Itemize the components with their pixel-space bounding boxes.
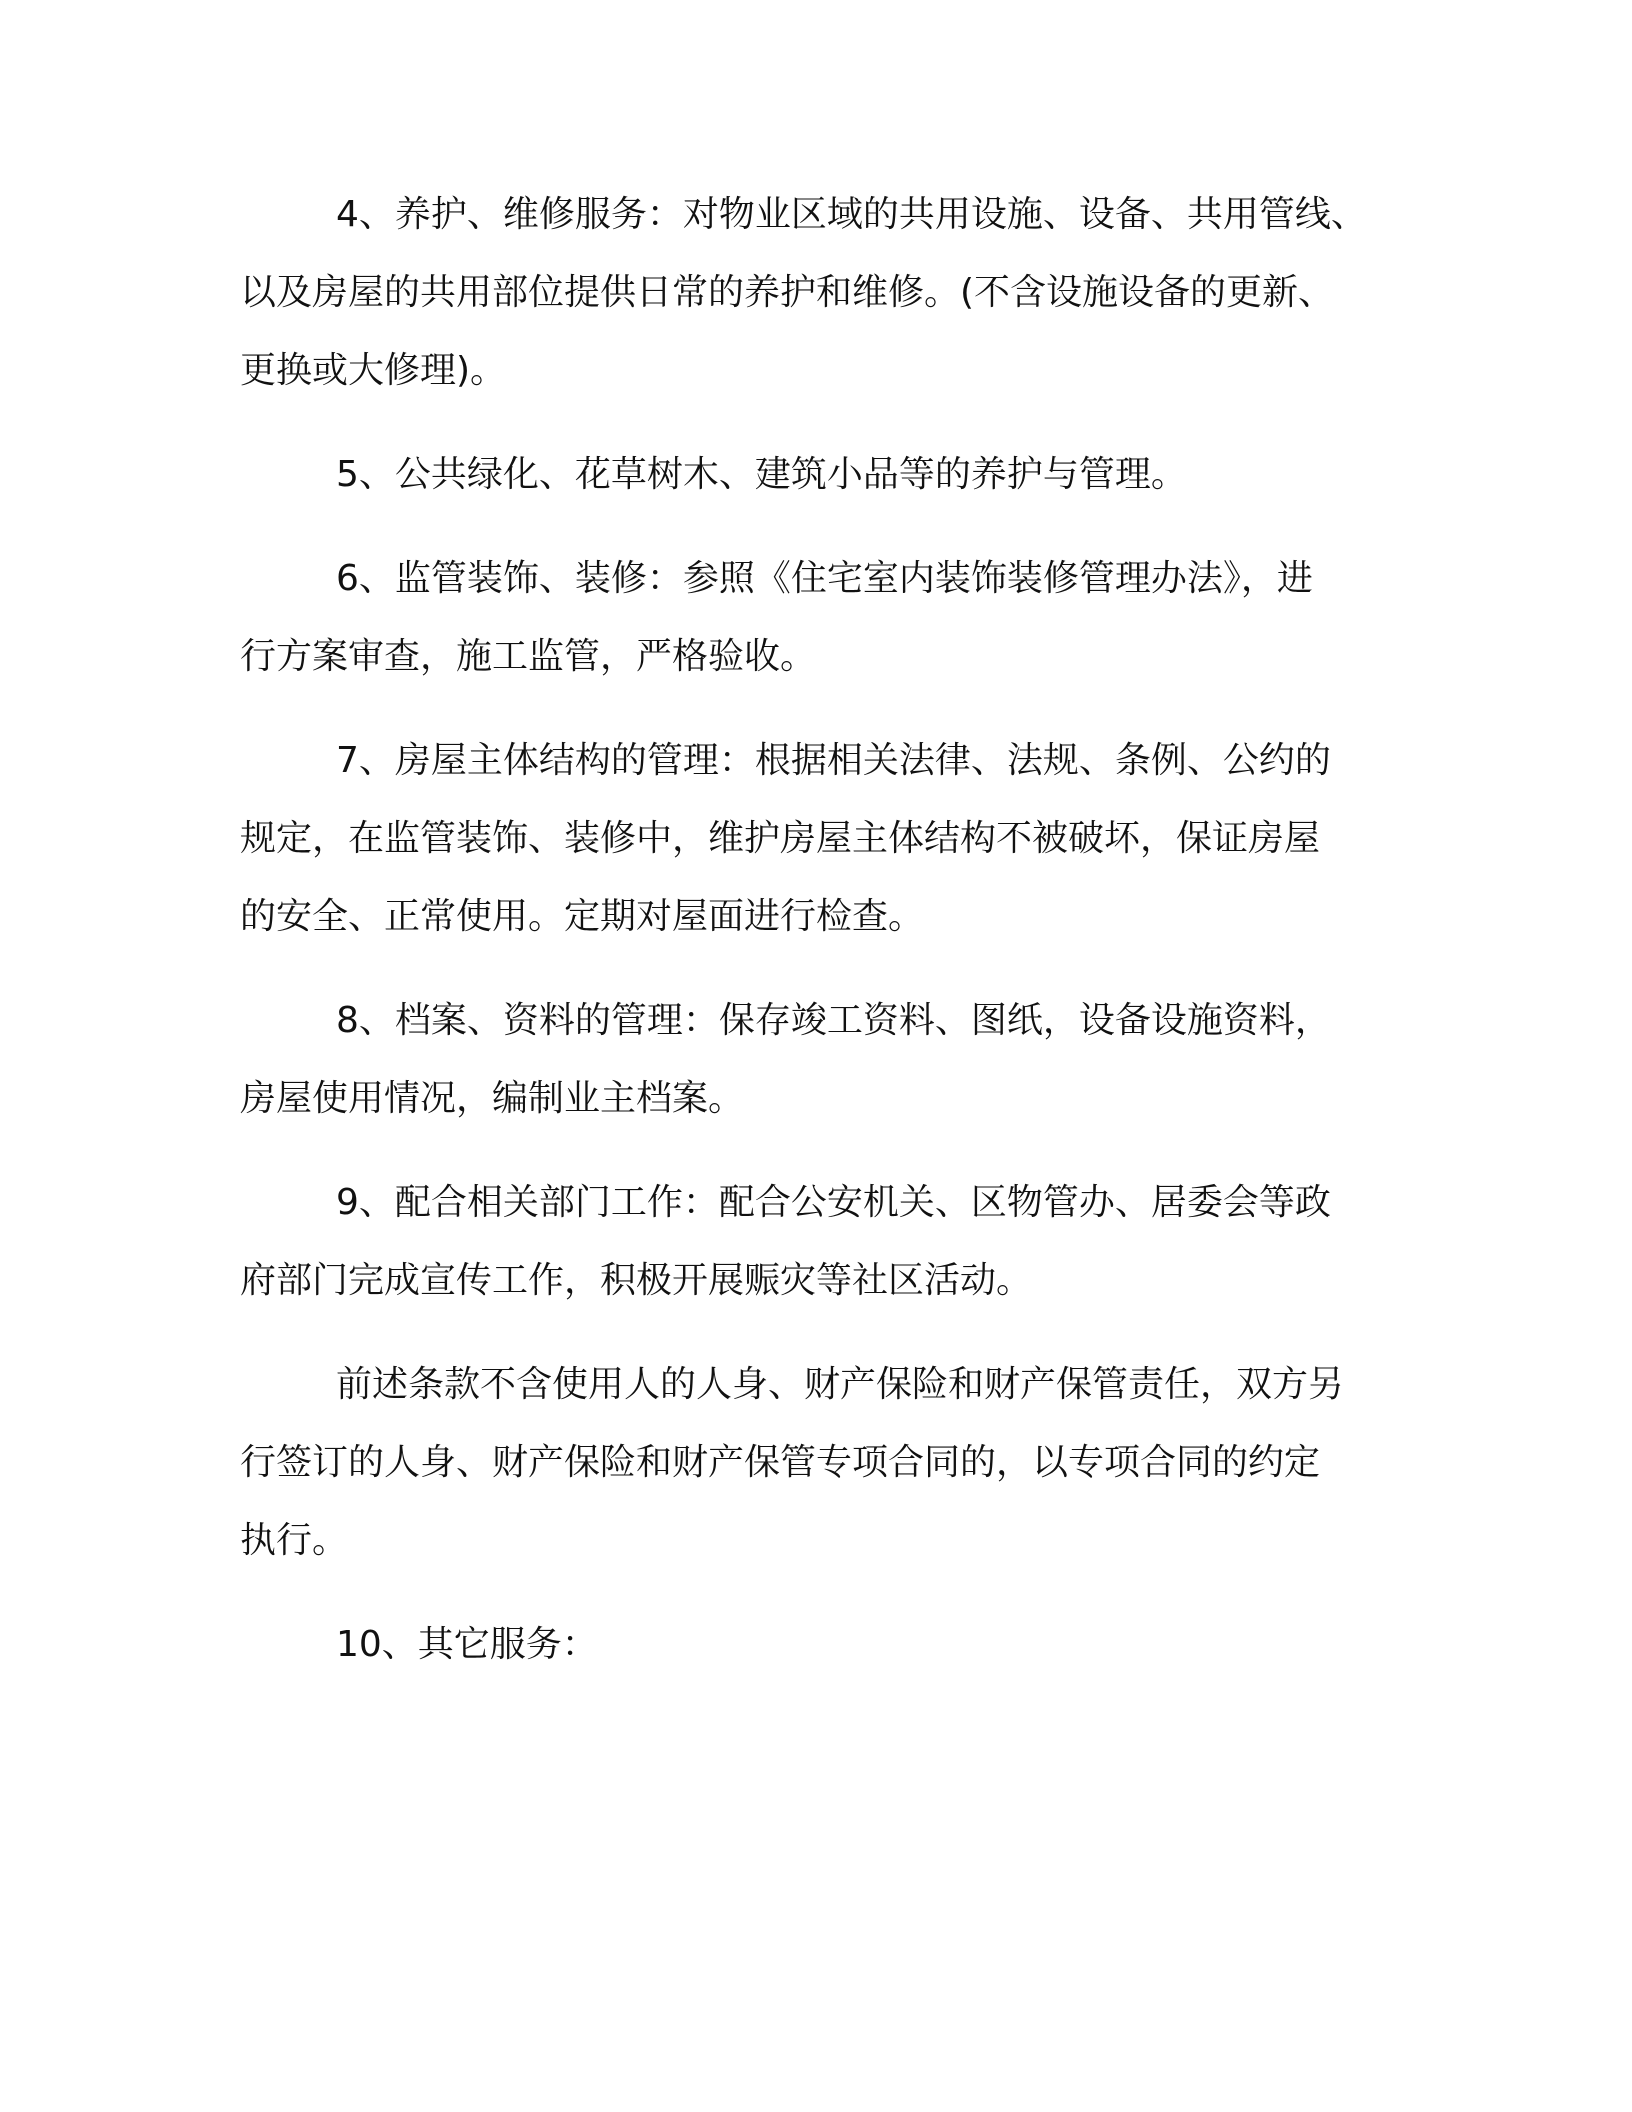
paragraph-line: 行方案审查，施工监管，严格验收。 [240,636,817,677]
paragraph-item-6 [240,540,1380,696]
paragraph-item-4 [240,176,1380,410]
paragraph-item-10 [240,1606,1380,1684]
paragraph-exclusion-note [240,1346,1380,1580]
document-body [240,176,1380,1710]
paragraph-line: 4、养护、维修服务：对物业区域的共用设施、设备、共用管线、 [336,194,1367,235]
paragraph-line: 行签订的人身、财产保险和财产保管专项合同的，以专项合同的约定 [240,1442,1321,1483]
paragraph-line: 更换或大修理)。 [240,350,507,391]
paragraph-line: 前述条款不含使用人的人身、财产保险和财产保管责任，双方另 [336,1364,1345,1405]
paragraph-line: 府部门完成宣传工作，积极开展赈灾等社区活动。 [240,1260,1033,1301]
paragraph-item-5 [240,436,1380,514]
paragraph-line: 9、配合相关部门工作：配合公安机关、区物管办、居委会等政 [336,1182,1331,1223]
paragraph-item-9 [240,1164,1380,1320]
paragraph-line: 8、档案、资料的管理：保存竣工资料、图纸，设备设施资料， [336,1000,1331,1041]
paragraph-item-8 [240,982,1380,1138]
paragraph-line: 执行。 [240,1520,349,1561]
paragraph-line: 以及房屋的共用部位提供日常的养护和维修。(不含设施设备的更新、 [240,272,1335,313]
paragraph-line: 6、监管装饰、装修：参照《住宅室内装饰装修管理办法》，进 [336,558,1313,599]
paragraph-line: 房屋使用情况，编制业主档案。 [240,1078,745,1119]
paragraph-line: 7、房屋主体结构的管理：根据相关法律、法规、条例、公约的 [336,740,1331,781]
paragraph-line: 10、其它服务： [336,1624,598,1665]
paragraph-line: 的安全、正常使用。定期对屋面进行检查。 [240,896,925,937]
paragraph-item-7 [240,722,1380,956]
paragraph-line: 规定，在监管装饰、装修中，维护房屋主体结构不被破坏，保证房屋 [240,818,1321,859]
paragraph-line: 5、公共绿化、花草树木、建筑小品等的养护与管理。 [336,454,1187,495]
